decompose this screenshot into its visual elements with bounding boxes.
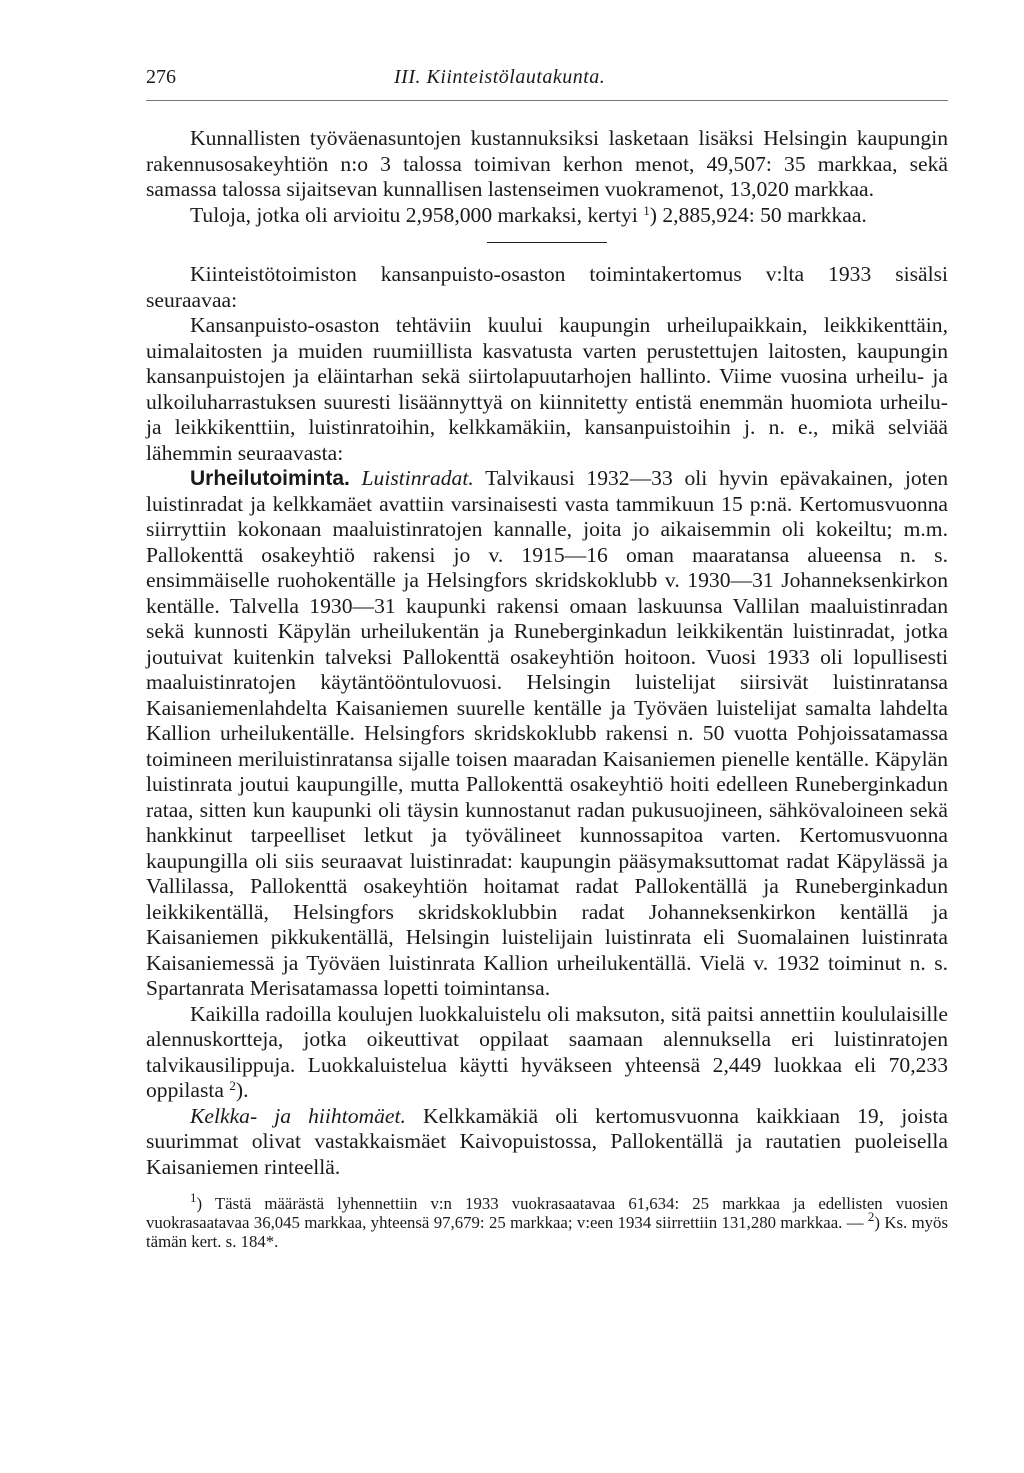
paragraph-text: Kunnallisten työväenasuntojen kustannuksiksi lasketaan lisäksi Helsingin kaupungin rakennusosakeyhtiön n:o 3 talossa toimivan kerhon menot, 49,507: 35 markkaa, sekä samassa talossa sijaitsevan kunnallisen lastenseimen vuokramenot, 13,020 markkaa. xyxy=(146,126,948,201)
page-number: 276 xyxy=(146,66,176,88)
subsection-heading: Kelkka- ja hiihtomäet. xyxy=(190,1103,406,1128)
paragraph xyxy=(146,203,948,229)
paragraph xyxy=(146,313,948,466)
page-header xyxy=(146,66,948,101)
footnote-ref: 1 xyxy=(643,202,650,218)
paragraph-text: Kiinteistötoimiston kansanpuisto-osaston toimintakertomus v:lta 1933 sisälsi seuraavaa: xyxy=(146,262,948,312)
footnote-marker: 1 xyxy=(190,1190,197,1205)
running-title: III. Kiinteistölautakunta. xyxy=(394,66,606,88)
document-page xyxy=(146,66,948,1251)
section-heading: Urheilutoiminta. xyxy=(190,467,350,490)
subsection-heading: Luistinradat. xyxy=(361,466,474,490)
paragraph xyxy=(146,262,948,313)
paragraph-text: Kaikilla radoilla koulujen luokkaluistelu oli maksuton, sitä paitsi annettiin koululaisille alennuskortteja, jotka oikeuttivat oppilaat saamaan alennuksella eri luistinratojen talvikausilippuja. Luokkaluistelua käytti hyväkseen yhteensä 2,449 luokkaa eli 70,233 oppilasta xyxy=(146,1001,948,1102)
paragraph xyxy=(146,126,948,203)
paragraph xyxy=(146,1104,948,1181)
paragraph xyxy=(146,1002,948,1104)
section-divider xyxy=(487,242,607,243)
paragraph-text: Talvikausi 1932—33 oli hyvin epävakainen, joten luistinradat ja kelkkamäet avattiin varsinaisesti vasta tammikuun 15 p:nä. Kertomusvuonna siirryttiin kokonaan maaluistinratojen kannalle, joita jo aikaisemmin oli kokeiltu; m.m. Pallokenttä osakeyhtiö rakensi jo v. 1915—16 oman maaratansa alueensa n. s. ensimmäiselle ruohokentälle ja Helsingfors skridskoklubb v. 1930—31 Johanneksenkirkon kentälle. Talvella 1930—31 kaupunki rakensi omaan laskuunsa Vallilan maaluistinradan sekä kunnosti Käpylän urheilukentän ja Runeberginkadun leikkikentän luistinradat, jotka joutuivat kuitenkin talveksi Pallokenttä osakeyhtiön hoitoon. Vuosi 1933 oli lopullisesti maaluistinratojen käytäntööntulovuosi. Helsingin luistelijat siirsivät luistinratansa Kaisaniemenlahdelta Kaisaniemen suurelle kentälle ja Työväen luistelijat samalta lahdelta Kallion urheilukentälle. Helsingfors skridskoklubb rakensi n. 50 vuotta Pohjoissatamassa toimineen meriluistinratansa sijalle toisen maaradan Kaisaniemen pienelle kentälle. Käpylän luistinrata joutui kaupungille, mutta Pallokenttä osakeyhtiö hoiti edelleen Runeberginkadun rataa, sitten kun kaupunki oli täysin kunnostanut radan pukusuojineen, sähkövaloineen sekä hankkinut tarpeelliset letkut ja työvälineet kunnossapitoa varten. Kertomusvuonna kaupungilla oli siis seuraavat luistinradat: kaupungin pääsymaksuttomat radat Käpylässä ja Vallilassa, Pallokenttä osakeyhtiön hoitamat radat Pallokentällä ja Runeberginkadun leikkikentällä, Helsingfors skridskoklubbin radat Johanneksenkirkon kentällä ja Kaisaniemen pikkukentällä, Helsingin luistelijain luistinrata eli Suomalainen luistinrata Kaisaniemessä ja Työväen luistinrata Kallion urheilukentällä. Vielä v. 1932 toiminut n. s. Spartanrata Merisatamassa lopetti toimintansa. xyxy=(146,466,948,1000)
footnote-ref: 2 xyxy=(229,1078,236,1093)
footnotes xyxy=(146,1190,948,1251)
paragraph-text: ). xyxy=(235,1078,249,1102)
footnote-marker: 2 xyxy=(867,1209,875,1224)
footnote xyxy=(146,1190,948,1251)
footnote-text: ) Ks. myös tämän kert. s. 184*. xyxy=(146,1213,948,1251)
paragraph-text: Kelkkamäkiä oli kertomusvuonna kaikkiaan 19, joista suurimmat olivat vastakkaismäet Kaivopuistossa, Pallokentällä ja rautatien puoleisella Kaisaniemen rinteellä. xyxy=(146,1103,948,1179)
body-text xyxy=(146,126,948,1180)
footnote-text: ) Tästä määrästä lyhennettiin v:n 1933 vuokrasaatavaa 61,634: 25 markkaa ja edellisten vuosien vuokrasaatavaa 36,045 markkaa, yhteensä 97,679: 25 markkaa; v:een 1934 siirrettiin 131,280 markkaa. — xyxy=(146,1194,948,1232)
paragraph-text: Kansanpuisto-osaston tehtäviin kuului kaupungin urheilupaikkain, leikkikenttäin, uimalaitosten ja muiden ruumiillista kasvatusta varten perustettujen laitosten, kaupungin kansanpuistojen ja eläintarhan sekä siirtolapuutarhojen hallinto. Viime vuosina urheilu- ja ulkoiluharrastuksen suuresti lisäännyttyä on kiinnitetty entistä enemmän huomiota urheilu- ja leikkikenttiin, luistinratoihin, kelkkamäkiin, kansanpuistoihin j. n. e., mikä selviää lähemmin seuraavasta: xyxy=(146,313,948,465)
paragraph-text: ) 2,885,924: 50 markkaa. xyxy=(649,202,867,227)
paragraph-text: Tuloja, jotka oli arvioitu 2,958,000 markaksi, kertyi xyxy=(190,202,638,227)
paragraph xyxy=(146,466,948,1002)
